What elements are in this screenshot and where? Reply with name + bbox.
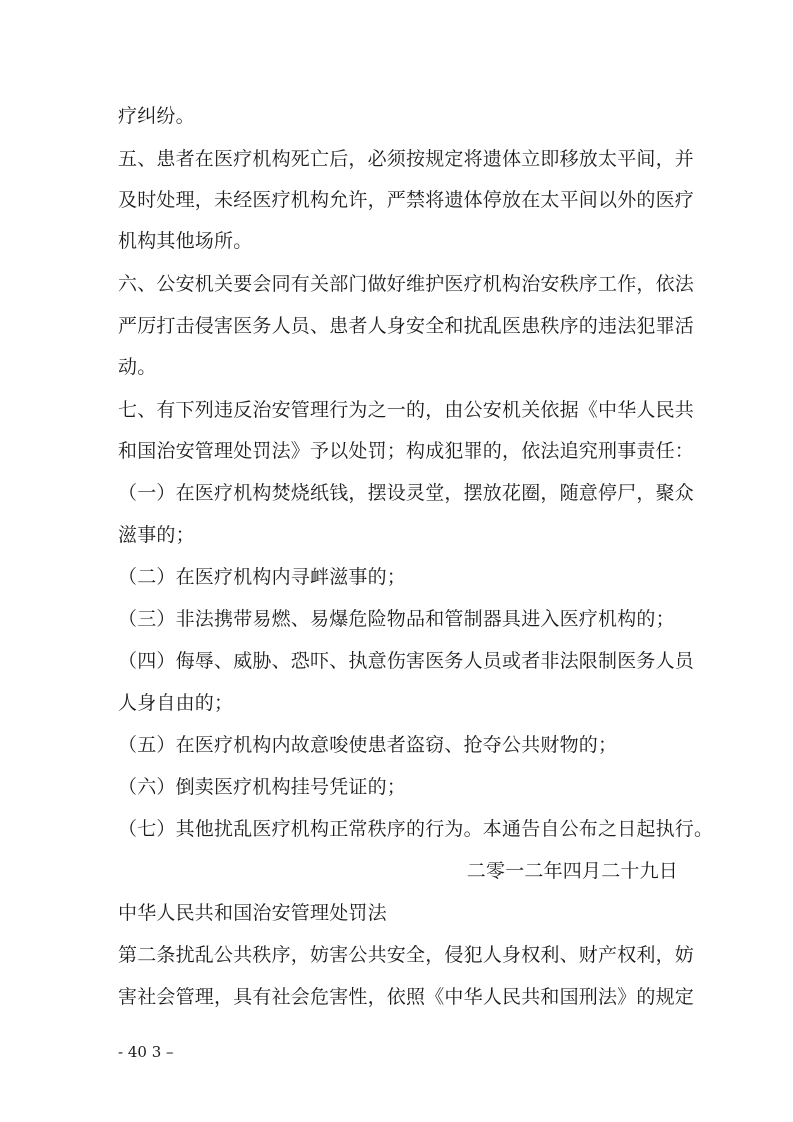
- text-line: 动。: [118, 356, 157, 378]
- text-line: 七、有下列违反治安管理行为之一的，由公安机关依据《中华人民共: [118, 399, 695, 421]
- text-line: （一）在医疗机构焚烧纸钱，摆设灵堂，摆放花圈，随意停尸，聚众: [118, 482, 695, 504]
- text-line: （三）非法携带易燃、易爆危险物品和管制器具进入医疗机构的；: [118, 608, 675, 630]
- document-date: 二零一二年四月二十九日: [466, 860, 678, 882]
- text-line: 六、公安机关要会同有关部门做好维护医疗机构治安秩序工作，依法: [118, 273, 695, 295]
- text-line: 害社会管理，具有社会危害性，依照《中华人民共和国刑法》的规定: [118, 986, 695, 1008]
- text-line: 第二条扰乱公共秩序，妨害公共安全，侵犯人身权利、财产权利，妨: [118, 944, 695, 966]
- text-line: （四）侮辱、威胁、恐吓、执意伤害医务人员或者非法限制医务人员: [118, 650, 695, 672]
- text-line: （五）在医疗机构内故意唆使患者盗窃、抢夺公共财物的；: [118, 734, 618, 756]
- text-line: （二）在医疗机构内寻衅滋事的；: [118, 566, 407, 588]
- text-line: 和国治安管理处罚法》予以处罚；构成犯罪的，依法追究刑事责任：: [118, 440, 695, 462]
- text-line: 疗纠纷。: [118, 105, 195, 127]
- section-title: 中华人民共和国治安管理处罚法: [118, 902, 387, 924]
- text-line: 五、患者在医疗机构死亡后，必须按规定将遗体立即移放太平间，并: [118, 148, 695, 170]
- text-line: （七）其他扰乱医疗机构正常秩序的行为。本通告自公布之日起执行。: [118, 818, 714, 840]
- text-line: （六）倒卖医疗机构挂号凭证的；: [118, 776, 407, 798]
- text-line: 严厉打击侵害医务人员、患者人身安全和扰乱医患秩序的违法犯罪活: [118, 315, 695, 337]
- page-number: - 40 3 –: [118, 1043, 174, 1061]
- text-line: 及时处理，未经医疗机构允许，严禁将遗体停放在太平间以外的医疗: [118, 189, 695, 211]
- text-line: 人身自由的；: [118, 692, 234, 714]
- text-line: 滋事的；: [118, 524, 195, 546]
- text-line: 机构其他场所。: [118, 230, 253, 252]
